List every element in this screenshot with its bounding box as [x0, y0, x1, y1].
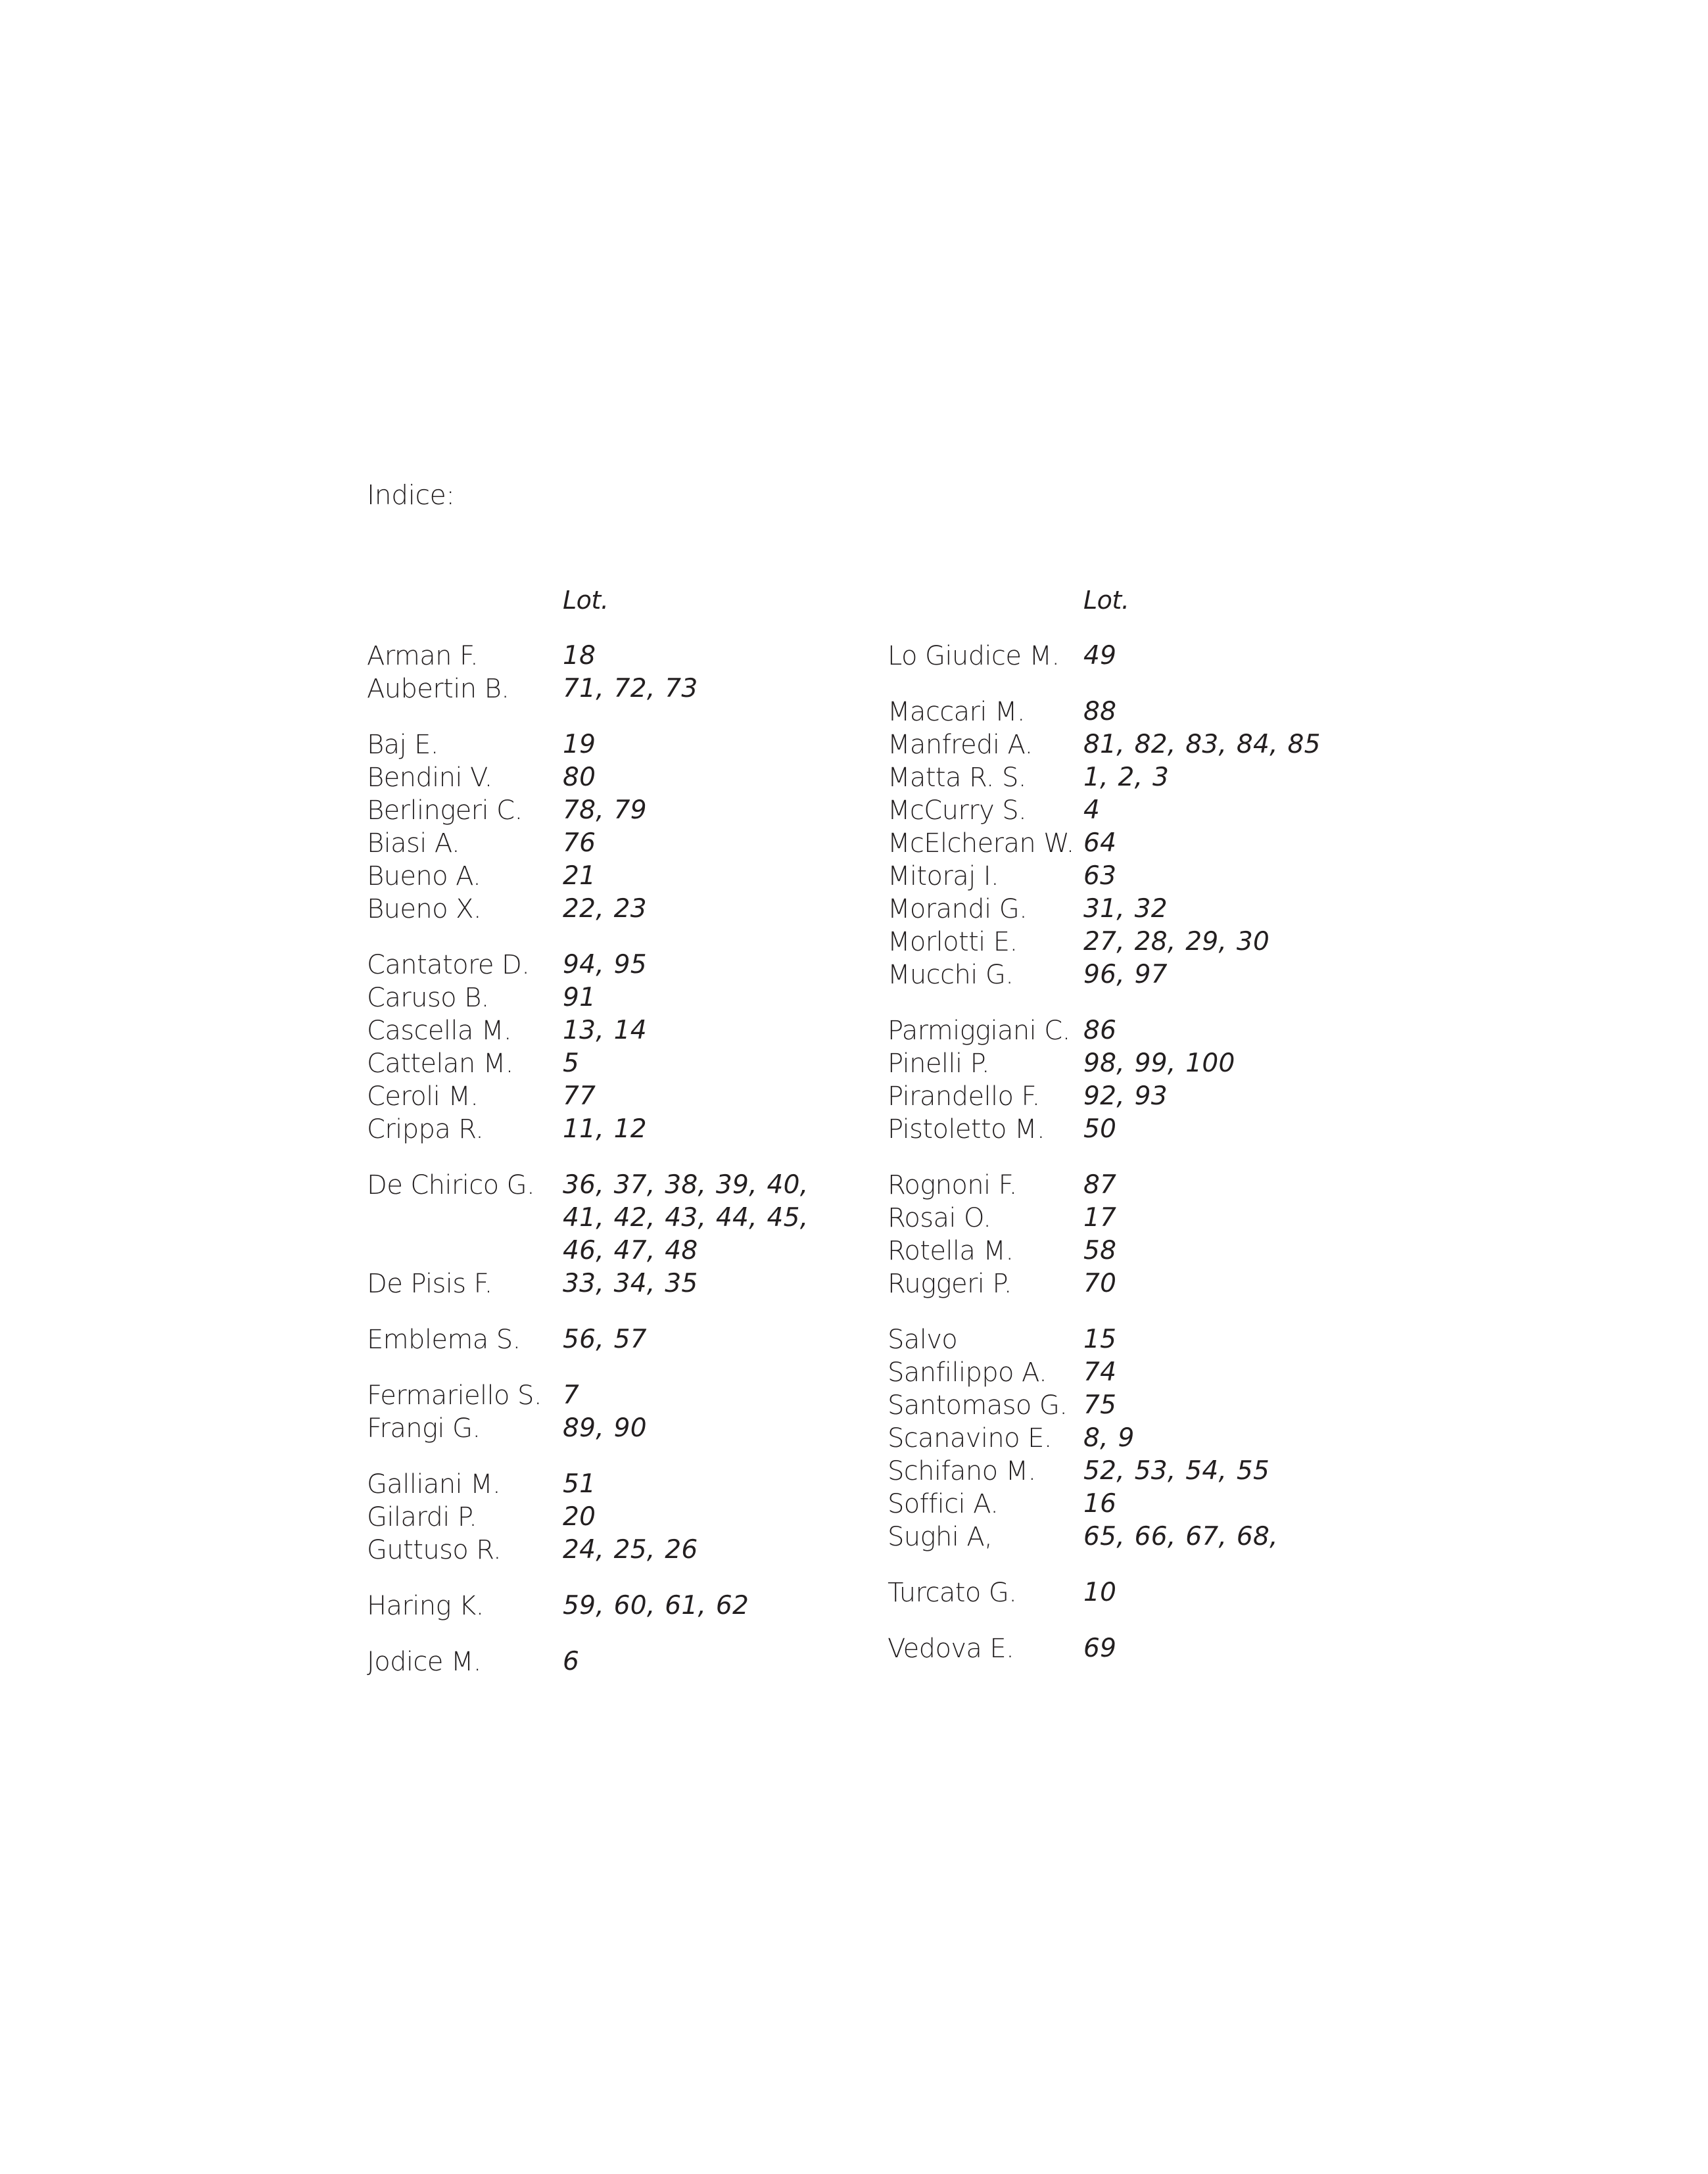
index-entry	[367, 1267, 866, 1300]
lot-numbers: 16	[1083, 1489, 1117, 1519]
artist-name: Morandi G.	[888, 894, 1028, 924]
lot-numbers: 20	[563, 1502, 596, 1532]
lot-numbers: 51	[563, 1469, 596, 1499]
index-entry	[367, 1468, 866, 1501]
index-group-s	[888, 1323, 1387, 1553]
index-group-a	[367, 640, 866, 705]
lot-numbers: 15	[1083, 1325, 1117, 1354]
index-group-m	[888, 696, 1387, 991]
index-entry	[888, 1632, 1387, 1665]
index-entry	[888, 1521, 1387, 1553]
index-entry	[367, 1113, 866, 1146]
artist-name: Baj E.	[367, 730, 439, 760]
artist-name: Gilardi P.	[367, 1502, 477, 1532]
index-entry	[888, 640, 1387, 673]
index-group-t	[888, 1576, 1387, 1609]
artist-name: McCurry S.	[888, 795, 1027, 826]
index-entry	[888, 1047, 1387, 1080]
index-entry	[367, 1080, 866, 1113]
index-entry	[888, 794, 1387, 827]
lot-numbers: 69	[1083, 1634, 1117, 1663]
index-group-r	[888, 1169, 1387, 1300]
artist-name: Cantatore D.	[367, 950, 530, 980]
index-entry	[888, 1014, 1387, 1047]
lot-numbers: 81, 82, 83, 84, 85	[1083, 730, 1321, 759]
artist-name: Guttuso R.	[367, 1535, 502, 1565]
index-entry	[367, 860, 866, 893]
index-entry	[888, 1323, 1387, 1356]
artist-name: Pirandello F.	[888, 1081, 1040, 1112]
index-entry	[367, 981, 866, 1014]
artist-name: Bueno A.	[367, 861, 481, 891]
index-entry	[367, 1014, 866, 1047]
lot-numbers: 80	[563, 763, 596, 792]
artist-name: Sughi A,	[888, 1522, 993, 1552]
lot-numbers: 64	[1083, 828, 1117, 858]
lot-numbers: 22, 23	[563, 894, 647, 924]
artist-name: Haring K.	[367, 1591, 484, 1621]
artist-name: Turcato G.	[888, 1578, 1017, 1608]
lot-numbers: 5	[563, 1049, 580, 1078]
artist-name: Pistoletto M.	[888, 1114, 1045, 1145]
artist-name: Emblema S.	[367, 1325, 521, 1355]
artist-name: Mucchi G.	[888, 960, 1014, 990]
artist-name: Mitoraj I.	[888, 861, 999, 891]
index-entry	[888, 1356, 1387, 1389]
lot-numbers: 91	[563, 983, 596, 1012]
index-entry	[367, 827, 866, 860]
index-group-h	[367, 1590, 866, 1622]
lot-numbers: 24, 25, 26	[563, 1535, 698, 1565]
lot-numbers: 49	[1083, 641, 1117, 671]
lot-numbers: 31, 32	[1083, 894, 1168, 924]
lot-numbers: 27, 28, 29, 30	[1083, 927, 1270, 957]
index-entry	[367, 1047, 866, 1080]
lot-numbers: 4	[1083, 795, 1101, 825]
lot-numbers: 10	[1083, 1578, 1117, 1607]
lot-numbers: 59, 60, 61, 62	[563, 1591, 749, 1620]
lot-numbers: 65, 66, 67, 68,	[1083, 1522, 1278, 1551]
artist-name: Fermariello S.	[367, 1381, 542, 1411]
lot-numbers: 18	[563, 641, 596, 671]
artist-name: McElcheran W.	[888, 828, 1074, 859]
index-entry	[888, 1235, 1387, 1267]
lot-numbers: 50	[1083, 1114, 1117, 1144]
artist-name: Morlotti E.	[888, 927, 1018, 957]
artist-name: Frangi G.	[367, 1413, 481, 1444]
lot-numbers: 13, 14	[563, 1016, 647, 1045]
artist-name: Ruggeri P.	[888, 1269, 1012, 1299]
artist-name: Arman F.	[367, 641, 479, 671]
artist-name: Santomaso G.	[888, 1390, 1068, 1421]
lot-column-header: Lot.	[1083, 586, 1129, 615]
index-entry	[367, 761, 866, 794]
lot-numbers: 11, 12	[563, 1114, 647, 1144]
index-entry	[888, 1422, 1387, 1455]
lot-numbers: 87	[1083, 1170, 1117, 1200]
index-entry	[888, 860, 1387, 893]
index-entry	[367, 1323, 866, 1356]
lot-numbers: 98, 99, 100	[1083, 1049, 1235, 1078]
index-entry	[367, 1379, 866, 1412]
index-group-p	[888, 1014, 1387, 1146]
artist-name: Pinelli P.	[888, 1049, 989, 1079]
artist-name: Caruso B.	[367, 983, 489, 1013]
index-entry	[888, 1202, 1387, 1235]
index-entry	[888, 958, 1387, 991]
lot-numbers: 77	[563, 1081, 596, 1111]
index-entry	[367, 1501, 866, 1534]
lot-numbers: 8, 9	[1083, 1423, 1135, 1453]
lot-numbers: 1, 2, 3	[1083, 763, 1170, 792]
index-entries	[367, 640, 866, 1701]
index-entry	[367, 640, 866, 673]
index-entry	[888, 1169, 1387, 1202]
index-entry	[888, 893, 1387, 926]
artist-name: Aubertin B.	[367, 674, 510, 704]
artist-name: Jodice M.	[367, 1647, 481, 1677]
artist-name: Cascella M.	[367, 1016, 511, 1046]
index-entry	[367, 673, 866, 705]
index-group-c	[367, 949, 866, 1146]
index-group-b	[367, 728, 866, 926]
index-entry	[888, 1080, 1387, 1113]
index-entry	[367, 949, 866, 981]
index-entry	[888, 728, 1387, 761]
lot-numbers: 6	[563, 1647, 580, 1676]
artist-name: Berlingeri C.	[367, 795, 523, 826]
artist-name: Rosai O.	[888, 1203, 991, 1233]
index-entry	[888, 1113, 1387, 1146]
artist-name: Vedova E.	[888, 1634, 1014, 1664]
artist-name: Parmiggiani C.	[888, 1016, 1070, 1046]
page-title: Indice:	[367, 479, 455, 511]
lot-numbers: 71, 72, 73	[563, 674, 698, 703]
artist-name: Biasi A.	[367, 828, 460, 859]
lot-numbers: 94, 95	[563, 950, 647, 980]
artist-name: Manfredi A.	[888, 730, 1033, 760]
lot-numbers: 58	[1083, 1236, 1117, 1265]
index-entry	[888, 827, 1387, 860]
artist-name: De Pisis F.	[367, 1269, 492, 1299]
index-entry	[888, 696, 1387, 728]
index-entry	[888, 1267, 1387, 1300]
index-group-l	[888, 640, 1387, 673]
index-entry	[888, 1488, 1387, 1521]
artist-name: Maccari M.	[888, 697, 1026, 727]
index-entry	[367, 1412, 866, 1445]
index-group-d	[367, 1169, 866, 1300]
artist-name: Lo Giudice M.	[888, 641, 1060, 671]
artist-name: De Chirico G.	[367, 1170, 535, 1200]
artist-name: Scanavino E.	[888, 1423, 1052, 1453]
index-entry	[367, 893, 866, 926]
index-entry	[888, 761, 1387, 794]
lot-numbers: 21	[563, 861, 596, 891]
artist-name: Crippa R.	[367, 1114, 484, 1145]
artist-name: Rognoni F.	[888, 1170, 1017, 1200]
lot-numbers: 89, 90	[563, 1413, 647, 1443]
lot-numbers: 92, 93	[1083, 1081, 1168, 1111]
index-entry	[367, 1534, 866, 1567]
artist-name: Schifano M.	[888, 1456, 1036, 1486]
lot-numbers: 52, 53, 54, 55	[1083, 1456, 1270, 1486]
index-entry	[367, 1590, 866, 1622]
lot-numbers: 63	[1083, 861, 1117, 891]
index-group-v	[888, 1632, 1387, 1665]
index-group-e	[367, 1323, 866, 1356]
artist-name: Sanfilippo A.	[888, 1358, 1047, 1388]
lot-numbers: 19	[563, 730, 596, 759]
lot-numbers: 17	[1083, 1203, 1117, 1233]
artist-name: Bendini V.	[367, 763, 492, 793]
index-entry	[888, 1576, 1387, 1609]
lot-numbers: 86	[1083, 1016, 1117, 1045]
index-entries	[888, 640, 1387, 1688]
lot-numbers: 88	[1083, 697, 1117, 726]
artist-name: Bueno X.	[367, 894, 482, 924]
lot-numbers: 36, 37, 38, 39, 40, 41, 42, 43, 44, 45, 46, 47, 48	[563, 1170, 809, 1265]
index-entry	[367, 728, 866, 761]
artist-name: Soffici A.	[888, 1489, 999, 1519]
index-entry	[367, 1169, 866, 1267]
index-entry	[367, 1645, 866, 1678]
artist-name: Rotella M.	[888, 1236, 1014, 1266]
index-group-f	[367, 1379, 866, 1445]
lot-numbers: 70	[1083, 1269, 1117, 1298]
index-entry	[888, 1455, 1387, 1488]
lot-numbers: 76	[563, 828, 596, 858]
index-group-g	[367, 1468, 866, 1567]
index-entry	[888, 1389, 1387, 1422]
index-entry	[888, 926, 1387, 958]
lot-numbers: 78, 79	[563, 795, 647, 825]
lot-numbers: 75	[1083, 1390, 1117, 1420]
lot-numbers: 7	[563, 1381, 580, 1410]
lot-numbers: 96, 97	[1083, 960, 1168, 989]
index-entry	[367, 794, 866, 827]
artist-name: Matta R. S.	[888, 763, 1026, 793]
lot-column-header: Lot.	[563, 586, 609, 615]
lot-numbers: 33, 34, 35	[563, 1269, 698, 1298]
artist-name: Ceroli M.	[367, 1081, 479, 1112]
artist-name: Galliani M.	[367, 1469, 501, 1500]
index-group-j	[367, 1645, 866, 1678]
lot-numbers: 56, 57	[563, 1325, 647, 1354]
artist-name: Salvo	[888, 1325, 958, 1355]
lot-numbers: 74	[1083, 1358, 1117, 1387]
artist-name: Cattelan M.	[367, 1049, 513, 1079]
